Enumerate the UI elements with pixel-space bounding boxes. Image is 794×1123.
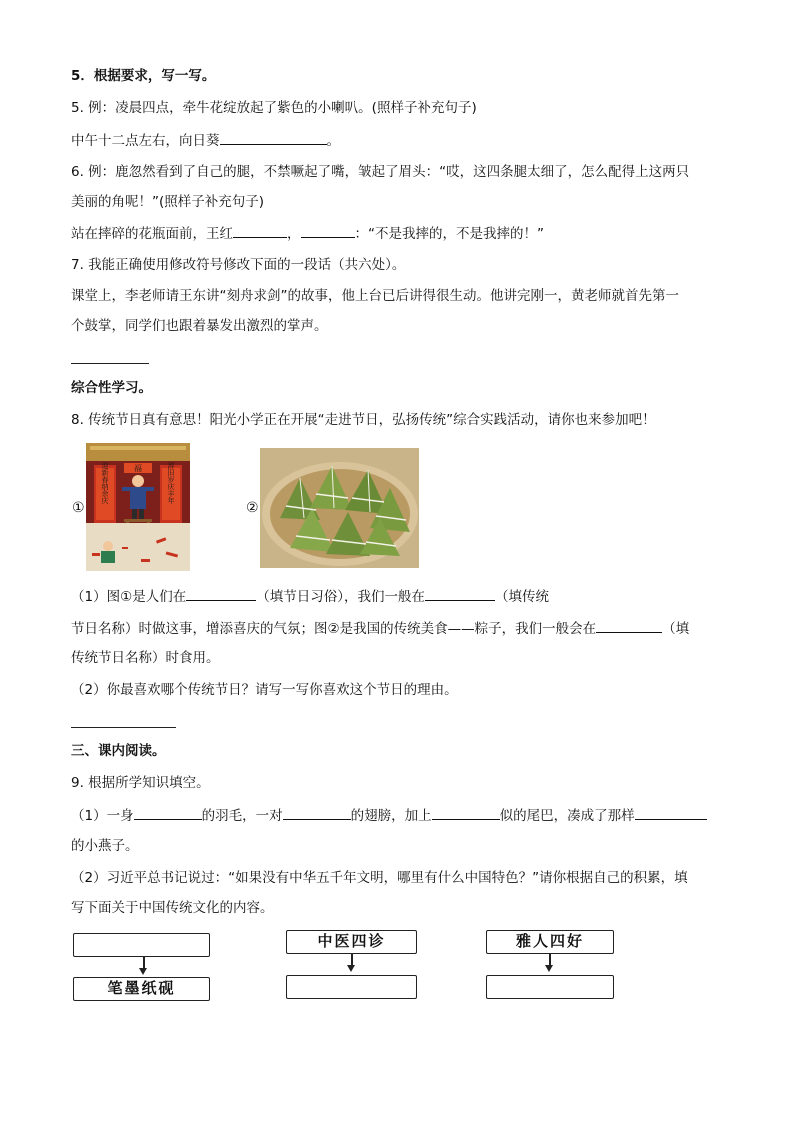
sub1-line1-a: （1）图①是人们在 xyxy=(71,589,187,605)
sub1-line2-b: （填 xyxy=(662,621,690,637)
sub1-line1-b: （填节日习俗），我们一般在 xyxy=(256,589,425,605)
q5-item6-prompt-line1: 6. 例：鹿忽然看到了自己的腿，不禁噘起了嘴，皱起了眉头：“哎，这四条腿太细了，怎么配得上这两只 xyxy=(71,164,690,180)
sub1-line2-a: 节日名称）时做这事，增添喜庆的气氛；图②是我国的传统美食——粽子，我们一般会在 xyxy=(71,621,597,637)
q8-sub2: （2）你最喜欢哪个传统节日？请写一写你喜欢这个节日的理由。 xyxy=(71,682,458,698)
culture-box-2-bottom-answer[interactable] xyxy=(286,975,417,999)
item6-answer-blank-1[interactable] xyxy=(233,223,287,238)
item5-fill-after: 。 xyxy=(326,133,340,149)
q8-sub1-line3: 传统节日名称）时食用。 xyxy=(71,650,220,666)
festival-answer-blank-2[interactable] xyxy=(596,618,662,633)
sub1-line1-c: （填传统 xyxy=(494,589,549,605)
culture-box-1-top-answer[interactable] xyxy=(73,933,210,957)
swallow-answer-blank[interactable] xyxy=(635,805,707,820)
item6-fill-mid: ， xyxy=(287,226,301,242)
culture-box-3-bottom-answer[interactable] xyxy=(486,975,614,999)
q9-sub1-b: 的羽毛，一对 xyxy=(201,808,283,824)
q5-item6-fill xyxy=(71,223,544,244)
culture-box-1-bottom: 笔墨纸砚 xyxy=(73,977,210,1001)
feather-answer-blank[interactable] xyxy=(134,805,202,820)
section3-heading: 三、课内阅读。 xyxy=(71,743,166,759)
q5-heading: 5．根据要求，写一写。 xyxy=(71,68,216,84)
q9-sub1-line1 xyxy=(71,805,707,826)
item6-answer-blank-2[interactable] xyxy=(301,223,355,238)
item5-fill-before: 中午十二点左右，向日葵 xyxy=(71,133,220,149)
zongzi-picture xyxy=(260,448,419,568)
separator-line xyxy=(71,363,149,364)
q9-prompt: 9. 根据所学知识填空。 xyxy=(71,775,210,791)
q5-item7-prompt: 7. 我能正确使用修改符号修改下面的一段话（共六处）。 xyxy=(71,257,406,273)
q9-sub1-c: 的翅膀，加上 xyxy=(350,808,432,824)
spring-couplet-illustration xyxy=(86,443,190,571)
q9-sub2-line1: （2）习近平总书记说过：“如果没有中华五千年文明，哪里有什么中国特色？”请你根据自己的积累，填 xyxy=(71,870,688,886)
wing-answer-blank[interactable] xyxy=(283,805,351,820)
q9-sub1-d: 似的尾巴，凑成了那样 xyxy=(499,808,635,824)
q9-sub1-a: （1）一身 xyxy=(71,808,134,824)
q8-sub1-line1 xyxy=(71,586,549,607)
q5-item6-prompt-line2: 美丽的角呢！”(照样子补充句子) xyxy=(71,194,265,210)
answer-line[interactable] xyxy=(71,727,176,728)
culture-box-2-top: 中医四诊 xyxy=(286,930,417,954)
comprehensive-heading: 综合性学习。 xyxy=(71,380,152,396)
q5-item5-prompt: 5. 例：凌晨四点，牵牛花绽放起了紫色的小喇叭。(照样子补充句子) xyxy=(71,100,477,116)
tail-answer-blank[interactable] xyxy=(432,805,500,820)
item6-fill-after: ：“不是我摔的，不是我摔的！” xyxy=(354,226,544,242)
festival-answer-blank-1[interactable] xyxy=(425,586,495,601)
image1-marker: ① xyxy=(72,500,85,516)
item6-fill-before: 站在摔碎的花瓶面前，王红 xyxy=(71,226,233,242)
q5-item7-text-line2: 个鼓掌，同学们也跟着暴发出激烈的掌声。 xyxy=(71,318,328,334)
q5-item5-fill xyxy=(71,130,340,151)
image2-marker: ② xyxy=(246,500,259,516)
q8-prompt: 8. 传统节日真有意思！阳光小学正在开展“走进节日，弘扬传统”综合实践活动，请你也来参加吧！ xyxy=(71,412,656,428)
q9-sub1-line2: 的小燕子。 xyxy=(71,838,139,854)
q5-item7-text-line1: 课堂上，李老师请王东讲“刻舟求剑”的故事，他上台已后讲得很生动。他讲完刚一，黄老师就首先第一 xyxy=(71,288,679,304)
zongzi-photo xyxy=(260,448,419,568)
q9-sub2-line2: 写下面关于中国传统文化的内容。 xyxy=(71,900,274,916)
custom-answer-blank[interactable] xyxy=(186,586,256,601)
banner-text: 福 xyxy=(134,464,142,473)
couplet-right-text: 辞旧岁庆丰年 xyxy=(167,462,175,504)
item5-answer-blank[interactable] xyxy=(220,130,327,145)
culture-box-3-top: 雅人四好 xyxy=(486,930,614,954)
q8-sub1-line2 xyxy=(71,618,689,639)
couplet-left-text: 迎新春纳余庆 xyxy=(101,462,109,504)
spring-couplet-picture xyxy=(86,443,190,571)
